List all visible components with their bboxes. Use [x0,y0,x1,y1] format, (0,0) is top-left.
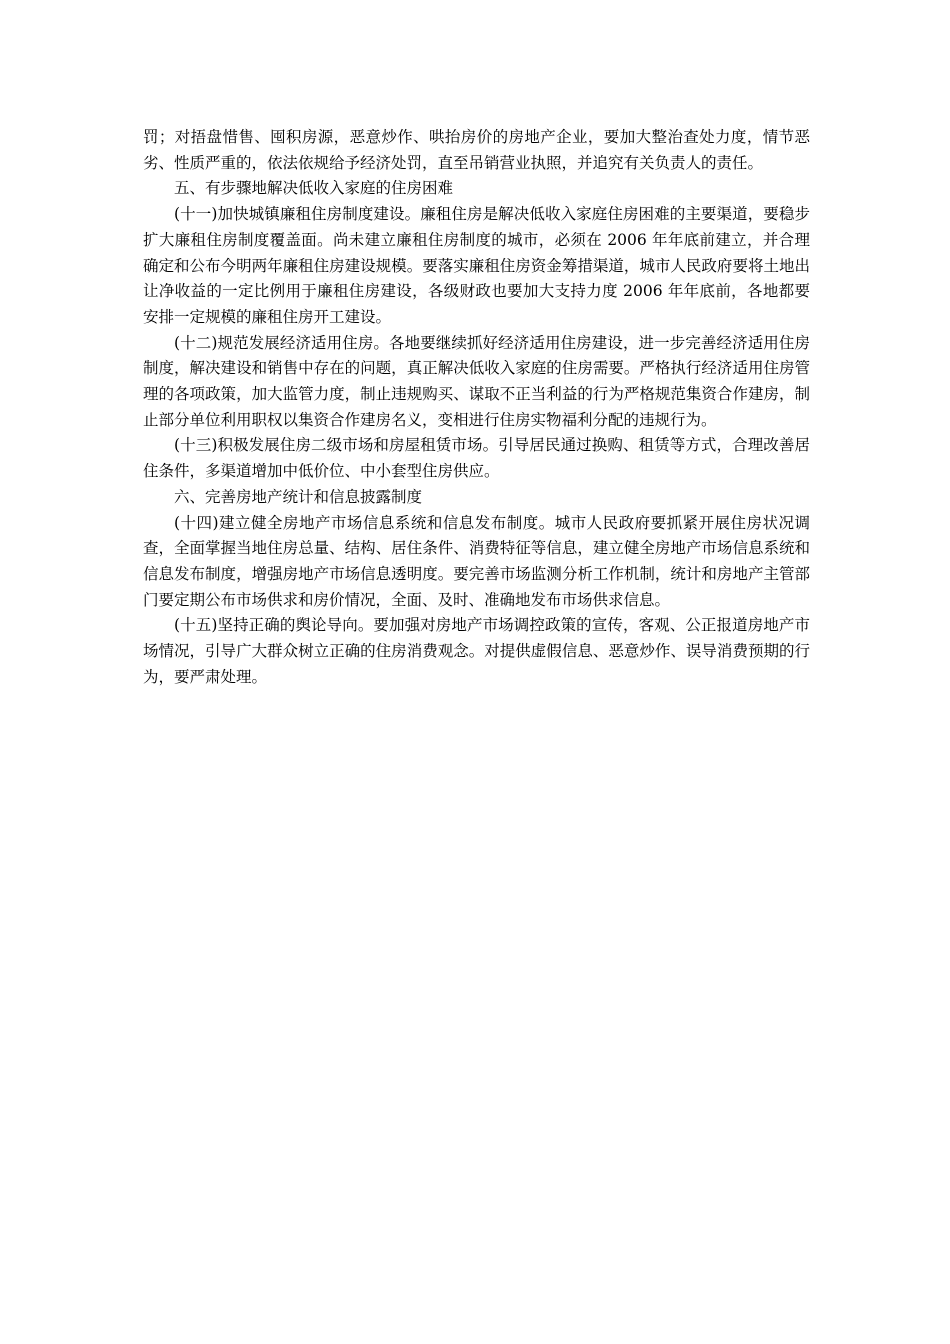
paragraph-continued: 罚；对捂盘惜售、囤积房源，恶意炒作、哄抬房价的房地产企业，要加大整治查处力度，情节恶劣、性质严重的，依法依规给予经济处罚，直至吊销营业执照，并追究有关负责人的责任。 [143,128,810,172]
paragraph-12: (十二)规范发展经济适用住房。各地要继续抓好经济适用住房建设，进一步完善经济适用住房制度，解决建设和销售中存在的问题，真正解决低收入家庭的住房需要。严格执行经济适用住房管理的各项政策，加大监管力度，制止违规购买、谋取不正当利益的行为严格规范集资合作建房，制止部分单位利用职权以集资合作建房名义，变相进行住房实物福利分配的违规行为。 [143,333,810,429]
paragraph-14: (十四)建立健全房地产市场信息系统和信息发布制度。城市人民政府要抓紧开展住房状况调查，全面掌握当地住房总量、结构、居住条件、消费特征等信息，建立健全房地产市场信息系统和信息发布制度，增强房地产市场信息透明度。要完善市场监测分析工作机制，统计和房地产主管部门要定期公布市场供求和房价情况，全面、及时、准确地发布市场供求信息。 [143,513,810,609]
document-body [143,125,810,690]
section-heading-6: 六、完善房地产统计和信息披露制度 [174,487,423,506]
paragraph-15: (十五)坚持正确的舆论导向。要加强对房地产市场调控政策的宣传，客观、公正报道房地产市场情况，引导广大群众树立正确的住房消费观念。对提供虚假信息、恶意炒作、误导消费预期的行为，要严肃处理。 [143,616,810,686]
section-heading-5: 五、有步骤地解决低收入家庭的住房困难 [174,179,454,198]
paragraph-11: (十一)加快城镇廉租住房制度建设。廉租住房是解决低收入家庭住房困难的主要渠道，要稳步扩大廉租住房制度覆盖面。尚未建立廉租住房制度的城市，必须在 2006 年年底前建立，并合理确定和公布今明两年廉租住房建设规模。要落实廉租住房资金筹措渠道，城市人民政府要将土地出让净收益的一定比例用于廉租住房建设，各级财政也要加大支持力度 2006 年年底前，各地都要安排一定规模的廉租住房开工建设。 [143,205,810,326]
paragraph-13: (十三)积极发展住房二级市场和房屋租赁市场。引导居民通过换购、租赁等方式，合理改善居住条件，多渠道增加中低价位、中小套型住房供应。 [143,436,810,481]
